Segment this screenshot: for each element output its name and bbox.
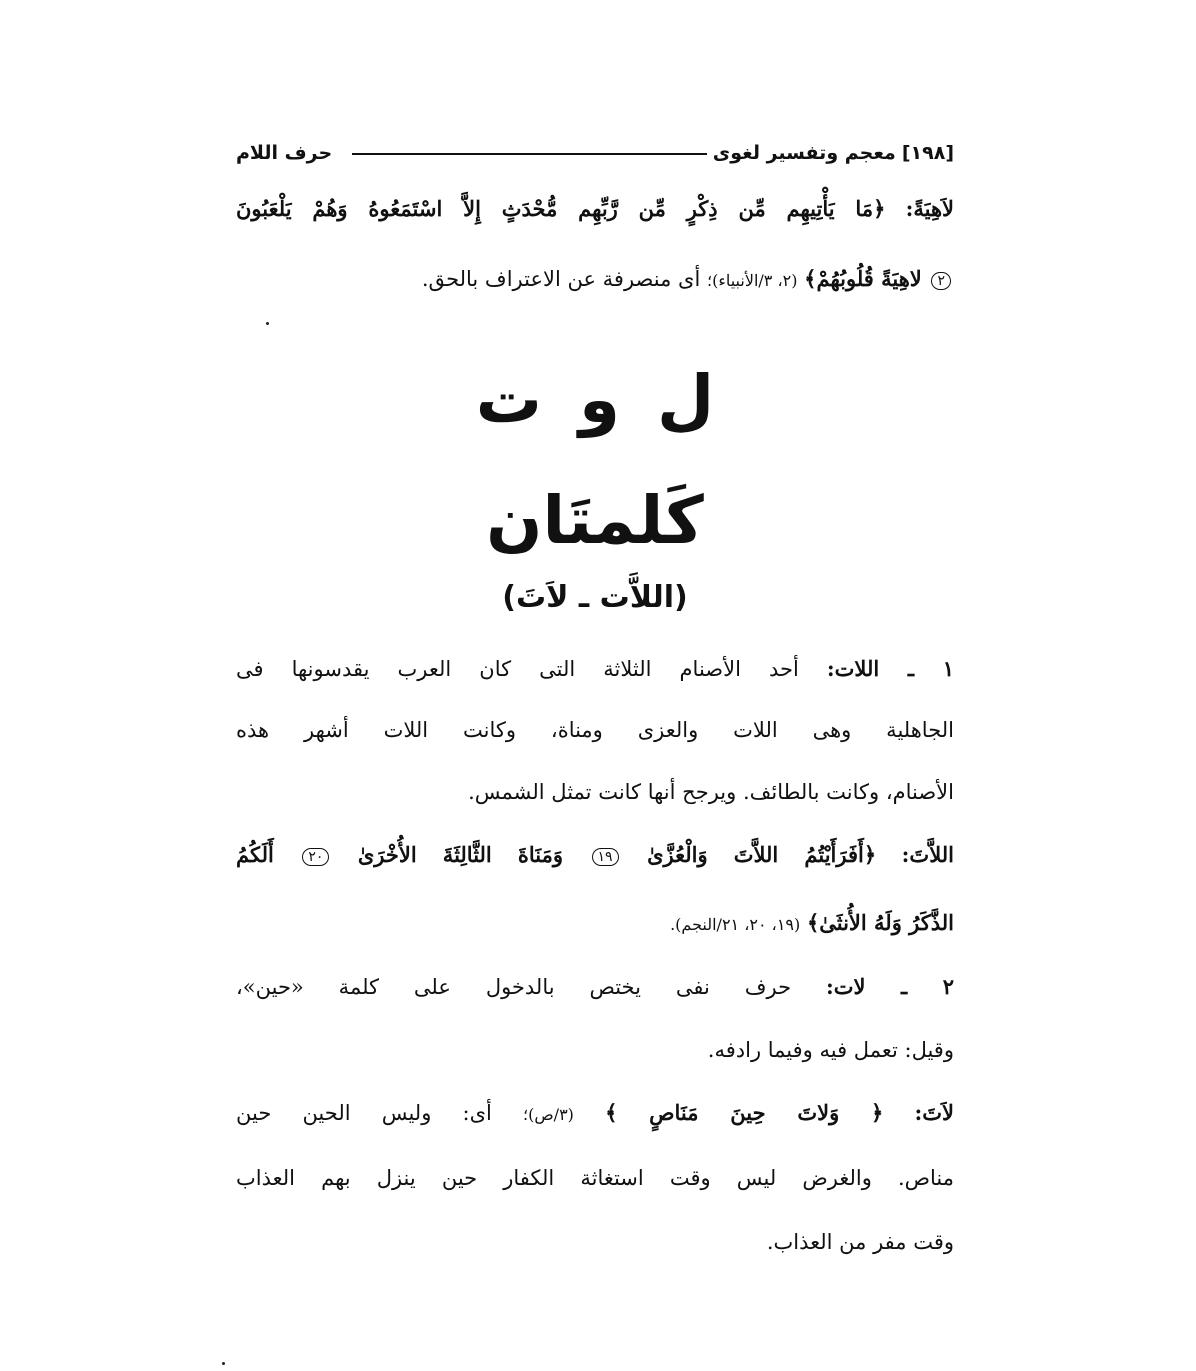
ayah-number: ٢ (931, 272, 951, 290)
entry2-quote-gloss: أى: وليس الحين حين (236, 1101, 492, 1125)
print-speck (266, 322, 269, 325)
entry1-quote-reference: (١٩، ٢٠، ٢١/النجم). (670, 915, 801, 934)
top-entry-line-2 (236, 266, 954, 292)
top-entry-line-1 (236, 196, 954, 222)
entry2-quote-text: ﴿ وَلاتَ حِينَ مَنَاصٍ ﴾ (605, 1100, 884, 1125)
entry2-line-1 (236, 974, 954, 1000)
entry2-quote-reference: (٣/ص)؛ (523, 1105, 574, 1124)
entry2-quote-line-2: مناص. والغرض ليس وقت استغاثة الكفار حين ينزل بهم العذاب (236, 1166, 954, 1190)
page-number: [١٩٨] (901, 142, 954, 164)
dictionary-page (236, 0, 954, 1371)
words-heading: (اللاَّت ـ لاَتَ) (502, 580, 688, 615)
entry2-line-2: وقيل: تعمل فيه وفيما رادفه. (707, 1038, 954, 1062)
top-entry-quote-2: لاهِيَةً قُلُوبُهُمْ﴾ (804, 266, 922, 291)
entry1-quote-line-1 (236, 842, 954, 868)
ayah-number: ١٩ (592, 848, 619, 866)
top-entry-quote-1: ﴿مَا يَأْتِيهِم مِّن ذِكْرٍ مِّن رَّبِّهِم مُّحْدَثٍ إِلاَّ اسْتَمَعُوهُ وَهُمْ يَلْعَبُونَ (236, 196, 886, 221)
header-rule (352, 153, 707, 155)
entry1-quote-term: اللاَّتَ: (901, 842, 954, 867)
entry1-text: أحد الأصنام الثلاثة التى كان العرب يقدسونها فى (236, 657, 799, 681)
entry1-line-3: الأصنام، وكانت بالطائف. ويرجح أنها كانت تمثل الشمس. (468, 780, 954, 804)
entry2-quote-term: لاَتَ: (914, 1100, 955, 1125)
ayah-number: ٢٠ (302, 848, 329, 866)
entry2-quote-line-1 (236, 1100, 954, 1126)
entry2-quote-line-3: وقت مفر من العذاب. (766, 1230, 954, 1254)
book-title: معجم وتفسير لغوى (712, 142, 896, 164)
top-entry-definition: أى منصرفة عن الاعتراف بالحق. (421, 267, 701, 291)
print-speck (222, 1362, 225, 1365)
entry1-line-1 (236, 656, 954, 682)
entry1-quote-part-3: أَلَكُمُ (236, 842, 274, 867)
entry1-quote-line-2-text: الذَّكَرُ وَلَهُ الأُنثَىٰ﴾ (806, 910, 954, 935)
top-entry-reference: (٢، ٣/الأنبياء)؛ (707, 271, 798, 290)
root-heading: ل و ت (475, 361, 715, 438)
running-header (236, 138, 954, 168)
entry1-quote-part-1: ﴿أَفَرَأَيْتُمُ اللاَّتَ وَالْعُزَّىٰ (647, 842, 877, 867)
entry2-text: حرف نفى يختص بالدخول على كلمة «حين»، (236, 975, 792, 999)
chapter-title: حرف اللام (236, 142, 333, 164)
entry1-quote-line-2 (236, 910, 954, 936)
entry1-label: ١ ـ اللات: (826, 656, 954, 681)
entry2-label: ٢ ـ لات: (825, 974, 954, 999)
entry1-line-2: الجاهلية وهى اللات والعزى ومناة، وكانت اللات أشهر هذه (236, 718, 954, 742)
top-entry-term: لاَهِيَةً: (905, 196, 954, 221)
entry1-quote-part-2: وَمَنَاةَ الثَّالِثَةَ الأُخْرَىٰ (357, 842, 564, 867)
word-count-heading: كَلمتَان (486, 482, 704, 559)
